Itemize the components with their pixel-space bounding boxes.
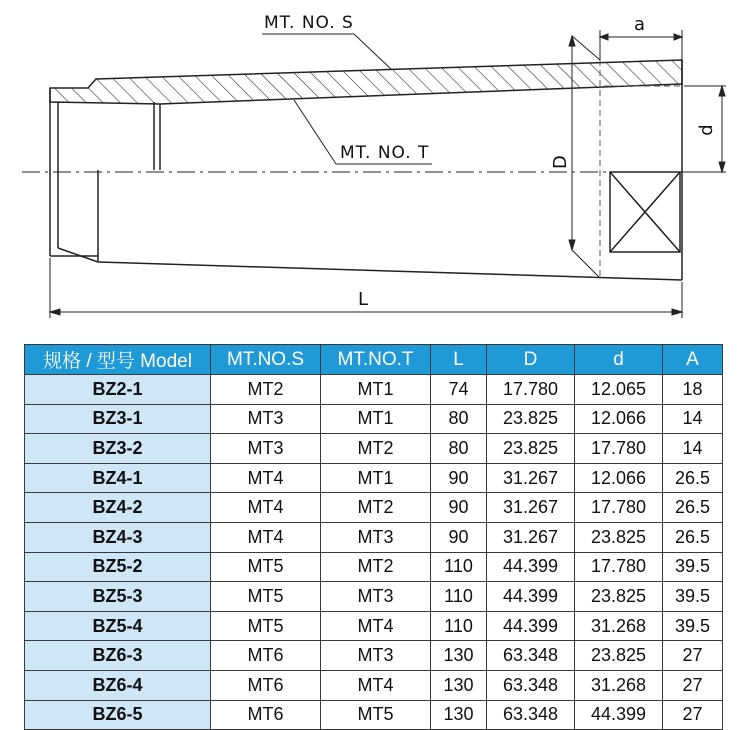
cell-d: 17.780 — [575, 434, 663, 464]
table-header-row — [25, 345, 723, 375]
table-row — [25, 493, 723, 523]
cell-d: 31.268 — [575, 670, 663, 700]
cell-mt-no-s: MT5 — [211, 552, 321, 582]
header-mt-no-s: MT.NO.S — [211, 345, 321, 375]
cell-mt-no-t: MT1 — [321, 463, 431, 493]
cell-L: 80 — [431, 434, 487, 464]
cell-mt-no-s: MT5 — [211, 582, 321, 612]
cell-A: 26.5 — [663, 493, 723, 523]
label-D: D — [550, 155, 571, 169]
label-L: L — [358, 289, 369, 310]
cell-L: 110 — [431, 582, 487, 612]
cell-d: 23.825 — [575, 582, 663, 612]
cell-D: 63.348 — [487, 700, 575, 730]
cell-d: 23.825 — [575, 641, 663, 671]
cell-A: 14 — [663, 404, 723, 434]
table-row — [25, 375, 723, 405]
label-d: d — [696, 124, 717, 136]
label-a: a — [634, 14, 646, 35]
cell-A: 27 — [663, 641, 723, 671]
table-row — [25, 582, 723, 612]
cell-D: 63.348 — [487, 670, 575, 700]
cell-mt-no-s: MT4 — [211, 463, 321, 493]
cell-D: 31.267 — [487, 522, 575, 552]
table-row — [25, 552, 723, 582]
cell-model: BZ4-1 — [25, 463, 211, 493]
label-mt-no-t: MT. NO. T — [340, 143, 430, 163]
cell-mt-no-s: MT5 — [211, 611, 321, 641]
cell-model: BZ5-2 — [25, 552, 211, 582]
cell-D: 31.267 — [487, 493, 575, 523]
cell-A: 27 — [663, 700, 723, 730]
cell-L: 130 — [431, 670, 487, 700]
cell-D: 23.825 — [487, 404, 575, 434]
cell-model: BZ2-1 — [25, 375, 211, 405]
cell-A: 27 — [663, 670, 723, 700]
cell-D: 44.399 — [487, 552, 575, 582]
header-A: A — [663, 345, 723, 375]
cell-D: 31.267 — [487, 463, 575, 493]
cell-mt-no-t: MT4 — [321, 611, 431, 641]
cell-A: 39.5 — [663, 611, 723, 641]
cell-mt-no-s: MT2 — [211, 375, 321, 405]
table-row — [25, 670, 723, 700]
cell-mt-no-t: MT1 — [321, 375, 431, 405]
cell-L: 130 — [431, 641, 487, 671]
cell-model: BZ3-2 — [25, 434, 211, 464]
table-row — [25, 522, 723, 552]
table-row — [25, 611, 723, 641]
cell-d: 31.268 — [575, 611, 663, 641]
cell-D: 23.825 — [487, 434, 575, 464]
cell-model: BZ5-4 — [25, 611, 211, 641]
cell-model: BZ4-2 — [25, 493, 211, 523]
cell-D: 44.399 — [487, 611, 575, 641]
table-row — [25, 463, 723, 493]
cell-mt-no-s: MT3 — [211, 434, 321, 464]
cell-L: 90 — [431, 493, 487, 523]
table-row — [25, 434, 723, 464]
header-mt-no-t: MT.NO.T — [321, 345, 431, 375]
header-L: L — [431, 345, 487, 375]
cell-L: 110 — [431, 552, 487, 582]
cell-A: 26.5 — [663, 522, 723, 552]
cell-mt-no-s: MT6 — [211, 670, 321, 700]
cell-d: 12.066 — [575, 463, 663, 493]
hatched-wall-section — [50, 60, 682, 104]
cell-model: BZ5-3 — [25, 582, 211, 612]
cell-mt-no-t: MT5 — [321, 700, 431, 730]
cell-d: 12.066 — [575, 404, 663, 434]
cell-mt-no-t: MT4 — [321, 670, 431, 700]
cell-mt-no-t: MT3 — [321, 582, 431, 612]
cell-mt-no-t: MT3 — [321, 522, 431, 552]
tang-slot — [610, 172, 680, 252]
cell-L: 130 — [431, 700, 487, 730]
leader-mt-no-s — [262, 34, 392, 70]
cell-mt-no-t: MT1 — [321, 404, 431, 434]
cell-d: 23.825 — [575, 522, 663, 552]
spec-table — [24, 344, 723, 730]
cell-D: 44.399 — [487, 582, 575, 612]
cell-d: 17.780 — [575, 552, 663, 582]
cell-d: 12.065 — [575, 375, 663, 405]
cell-mt-no-t: MT3 — [321, 641, 431, 671]
cell-A: 18 — [663, 375, 723, 405]
table-row — [25, 404, 723, 434]
cell-A: 14 — [663, 434, 723, 464]
cell-A: 39.5 — [663, 552, 723, 582]
cell-L: 90 — [431, 522, 487, 552]
cell-model: BZ6-3 — [25, 641, 211, 671]
cell-A: 39.5 — [663, 582, 723, 612]
cell-d: 44.399 — [575, 700, 663, 730]
taper-sleeve-drawing — [0, 0, 750, 330]
cell-L: 110 — [431, 611, 487, 641]
cell-mt-no-s: MT6 — [211, 700, 321, 730]
cell-mt-no-s: MT6 — [211, 641, 321, 671]
cell-model: BZ3-1 — [25, 404, 211, 434]
cell-mt-no-s: MT4 — [211, 493, 321, 523]
cell-mt-no-t: MT2 — [321, 493, 431, 523]
cell-L: 80 — [431, 404, 487, 434]
cell-L: 74 — [431, 375, 487, 405]
cell-model: BZ4-3 — [25, 522, 211, 552]
cell-d: 17.780 — [575, 493, 663, 523]
cell-mt-no-s: MT3 — [211, 404, 321, 434]
header-d: d — [575, 345, 663, 375]
cell-model: BZ6-4 — [25, 670, 211, 700]
cell-A: 26.5 — [663, 463, 723, 493]
cell-mt-no-t: MT2 — [321, 552, 431, 582]
cell-D: 17.780 — [487, 375, 575, 405]
cell-mt-no-s: MT4 — [211, 522, 321, 552]
cell-L: 90 — [431, 463, 487, 493]
table-row — [25, 700, 723, 730]
table-row — [25, 641, 723, 671]
cell-model: BZ6-5 — [25, 700, 211, 730]
hidden-lines — [600, 60, 682, 280]
cell-mt-no-t: MT2 — [321, 434, 431, 464]
header-model: 规格 / 型号 Model — [25, 345, 211, 375]
header-D: D — [487, 345, 575, 375]
label-mt-no-s: MT. NO. S — [264, 13, 354, 33]
cell-D: 63.348 — [487, 641, 575, 671]
